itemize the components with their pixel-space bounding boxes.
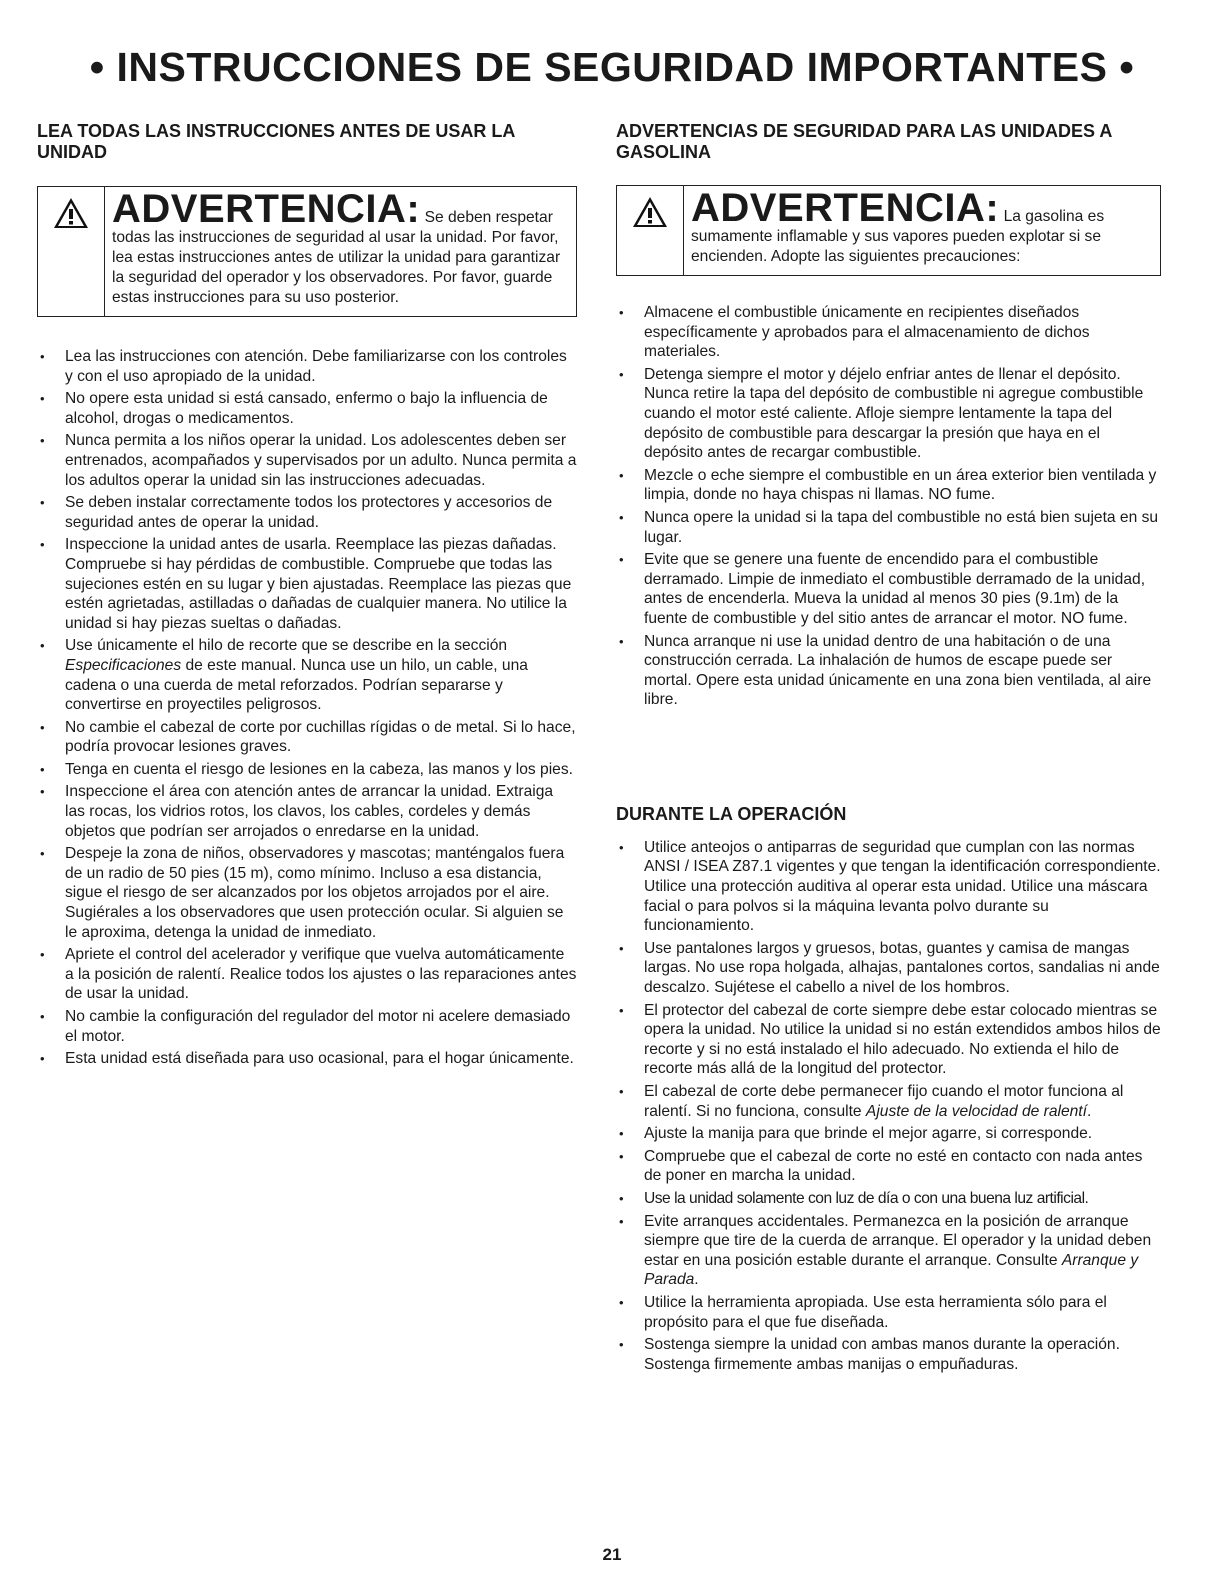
right-warning-word: ADVERTENCIA: [691,186,1000,230]
list-item: • Nunca permita a los niños operar la unidad. Los adolescentes deben ser entrenados, acompañados y supervisados por un adulto. Nunca permita a los adultos operar la unidad sin las instrucciones adecuadas. [37,431,577,490]
list-item: • Utilice anteojos o antiparras de seguridad que cumplan con las normas ANSI / ISEA Z87.1 vigentes y que tengan la identificación correspondiente. Utilice una protección auditiva al operar esta unidad. Utilice una máscara facial o para polvos si la máquina levanta polvo durante su funcionamiento. [616,838,1161,936]
list-item: • Evite que se genere una fuente de encendido para el combustible derramado. Limpie de inmediato el combustible derramado de la unidad, antes de encenderla. Mueva la unidad al menos 30 pies (9.1m) de la fuente de combustible y del sitio antes de arrancar el motor. NO fume. [616,550,1161,628]
list-item: • Use pantalones largos y gruesos, botas, guantes y camisa de mangas largas. No use ropa holgada, alhajas, pantalones cortos, sandalias ni ande descalzo. Sujétese el cabello a nivel de los hombros. [616,939,1161,998]
left-column [37,121,577,1072]
list-item: • Ajuste la manija para que brinde el mejor agarre, si corresponde. [616,1124,1161,1144]
list-item: • Utilice la herramienta apropiada. Use esta herramienta sólo para el propósito para el que fue diseñada. [616,1293,1161,1332]
list-item: • Despeje la zona de niños, observadores y mascotas; manténgalos fuera de un radio de 50 pies (15 m), como mínimo. Incluso a esa distancia, sigue el riesgo de ser alcanzados por los objetos arrojados por el aire. Sugiérales a los observadores que usen protección ocular. Si alguien se le aproxima, detenga la unidad de inmediato. [37,844,577,942]
left-bullet-list [37,347,577,1069]
left-warning-icon-cell [38,187,105,316]
warning-triangle-icon [632,196,668,228]
right-section-heading: ADVERTENCIAS DE SEGURIDAD PARA LAS UNIDADES A GASOLINA [616,121,1112,162]
list-item: • Nunca arranque ni use la unidad dentro de una habitación o de una construcción cerrada. La inhalación de humos de escape puede ser mortal. Opere esta unidad únicamente en una zona bien ventilada, al aire libre. [616,632,1161,710]
list-item: • Nunca opere la unidad si la tapa del combustible no está bien sujeta en su lugar. [616,508,1161,547]
list-item: • Apriete el control del acelerador y verifique que vuelva automáticamente a la posición de ralentí. Realice todos los ajustes o las reparaciones antes de usar la unidad. [37,945,577,1004]
list-item: • No cambie la configuración del regulador del motor ni acelere demasiado el motor. [37,1007,577,1046]
list-item: • No cambie el cabezal de corte por cuchillas rígidas o de metal. Si lo hace, podría provocar lesiones graves. [37,718,577,757]
list-item: • Evite arranques accidentales. Permanezca en la posición de arranque siempre que tire de la cuerda de arranque. El operador y la unidad deben estar en una posición estable durante el arranque. Consulte Arranque y Parada. [616,1212,1161,1290]
list-item: • No opere esta unidad si está cansado, enfermo o bajo la influencia de alcohol, drogas o medicamentos. [37,389,577,428]
right-column [616,121,1161,1377]
right-warning-icon-cell [617,186,684,275]
list-item: • Lea las instrucciones con atención. Debe familiarizarse con los controles y con el uso apropiado de la unidad. [37,347,577,386]
operation-section-heading: DURANTE LA OPERACIÓN [616,803,847,824]
left-warning-box [37,186,577,317]
list-item: • Use la unidad solamente con luz de día o con una buena luz artificial. [616,1189,1161,1209]
warning-triangle-icon [53,197,89,229]
list-item: • Esta unidad está diseñada para uso ocasional, para el hogar únicamente. [37,1049,577,1069]
list-item: • Mezcle o eche siempre el combustible en un área exterior bien ventilada y limpia, donde no haya chispas ni llamas. NO fume. [616,466,1161,505]
list-item: • Detenga siempre el motor y déjelo enfriar antes de llenar el depósito. Nunca retire la tapa del depósito de combustible ni agregue combustible cuando el motor esté caliente. Afloje siempre lentamente la tapa del depósito de combustible para descargar la presión que haya en el depósito antes de recargar combustible. [616,365,1161,463]
right-warning-box [616,185,1161,276]
list-item: • El cabezal de corte debe permanecer fijo cuando el motor funciona al ralentí. Si no funciona, consulte Ajuste de la velocidad de ralentí. [616,1082,1161,1121]
list-item: • Se deben instalar correctamente todos los protectores y accesorios de seguridad antes de operar la unidad. [37,493,577,532]
list-item: • Inspeccione el área con atención antes de arrancar la unidad. Extraiga las rocas, los vidrios rotos, los clavos, los cables, cordeles y demás objetos que podrían ser arrojados o enredarse en la unidad. [37,782,577,841]
list-item: • Inspeccione la unidad antes de usarla. Reemplace las piezas dañadas. Compruebe si hay pérdidas de combustible. Compruebe que todas las sujeciones estén en su lugar y bien ajustadas. Reemplace las piezas que estén agrietadas, astilladas o dañadas de cualquier manera. No utilice la unidad si hay piezas sueltas o dañadas. [37,535,577,633]
list-item: • El protector del cabezal de corte siempre debe estar colocado mientras se opera la unidad. No utilice la unidad si no están extendidos ambos hilos de recorte y si no está instalado el hilo adecuado. No extienda el hilo de recorte más allá de la longitud del protector. [616,1001,1161,1079]
list-item: • Tenga en cuenta el riesgo de lesiones en la cabeza, las manos y los pies. [37,760,577,780]
list-item: • Sostenga siempre la unidad con ambas manos durante la operación. Sostenga firmemente ambas manijas o empuñaduras. [616,1335,1161,1374]
page-number: 21 [602,1545,622,1564]
page-title: • INSTRUCCIONES DE SEGURIDAD IMPORTANTES • [89,44,1135,90]
left-warning-word: ADVERTENCIA: [112,187,421,231]
operation-bullet-list [616,838,1161,1374]
right-warning-text [684,186,1160,275]
left-section-heading: LEA TODAS LAS INSTRUCCIONES ANTES DE USAR LA UNIDAD [37,121,515,162]
left-warning-text [105,187,576,316]
right-bullet-list [616,303,1161,710]
right-warning-body: La gasolina es sumamente inflamable y sus vapores pueden explotar si se encienden. Adopte las siguientes precauciones: [691,208,1105,265]
list-item: • Almacene el combustible únicamente en recipientes diseñados específicamente y aprobados para el almacenamiento de dichos materiales. [616,303,1161,362]
list-item: • Compruebe que el cabezal de corte no esté en contacto con nada antes de poner en marcha la unidad. [616,1147,1161,1186]
list-item: • Use únicamente el hilo de recorte que se describe en la sección Especificaciones de este manual. Nunca use un hilo, un cable, una cadena o una cuerda de metal reforzados. Podrían separarse y convertirse en proyectiles peligrosos. [37,636,577,714]
left-warning-body: Se deben respetar todas las instrucciones de seguridad al usar la unidad. Por favor, lea estas instrucciones antes de utilizar la unidad para garantizar la seguridad del operador y los observadores. Por favor, guarde estas instrucciones para su uso posterior. [112,209,561,306]
